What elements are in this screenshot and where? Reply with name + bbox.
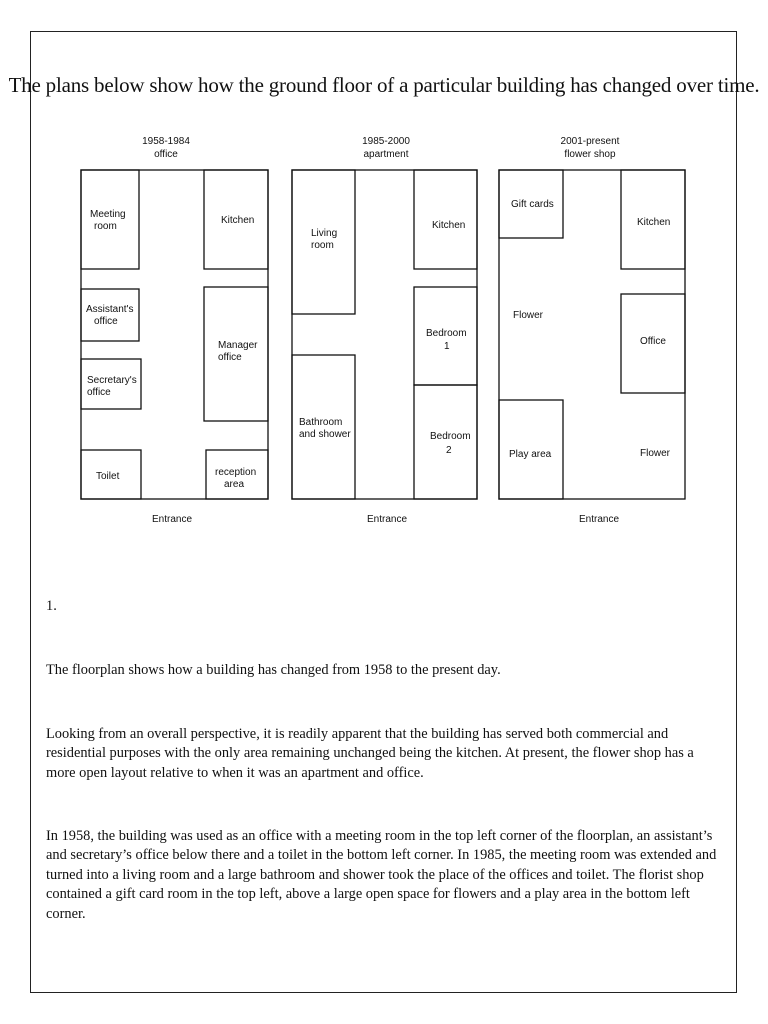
room-label: Meeting room xyxy=(90,209,126,232)
essay-paragraph-2: Looking from an overall perspective, it is readily apparent that the building has served both commercial and residential purposes with the only area remaining unchanged being the kitchen. At present, the flower shop has a more open layout relative to when it was an apartment and office. xyxy=(46,726,694,781)
room-label: Flower xyxy=(640,448,671,459)
plan-period: 1958-1984 xyxy=(142,136,190,147)
room-label: Bedroom 1 xyxy=(426,328,467,352)
room-label: Play area xyxy=(509,449,552,460)
room-bedroom-2 xyxy=(414,385,477,499)
room-label: Assistant's office xyxy=(86,304,134,327)
plan-office xyxy=(81,136,268,525)
room-label: Kitchen xyxy=(637,217,671,228)
plan-flower-shop xyxy=(499,136,685,525)
essay-number: 1. xyxy=(46,598,57,614)
room-label: Kitchen xyxy=(221,215,255,226)
room-label: Secretary's office xyxy=(87,375,137,398)
room-label: reception area xyxy=(215,467,257,490)
plan-period: 2001-present xyxy=(560,136,620,147)
plan-use: apartment xyxy=(363,149,409,160)
plan-apartment xyxy=(292,136,477,525)
room-label: Living room xyxy=(311,228,338,251)
essay-paragraph-1: The floorplan shows how a building has changed from 1958 to the present day. xyxy=(46,662,501,678)
entrance-label: Entrance xyxy=(151,514,193,525)
room-assistant-office xyxy=(81,289,139,341)
room-label: Toilet xyxy=(96,471,120,482)
room-label: Bedroom 2 xyxy=(430,431,471,456)
room-label: Gift cards xyxy=(511,199,554,210)
plan-use: flower shop xyxy=(564,149,616,160)
plan-period: 1985-2000 xyxy=(362,136,410,147)
entrance-label: Entrance xyxy=(578,514,620,525)
page-title: The plans below show how the ground floor of a particular building has changed over time. xyxy=(8,73,760,97)
room-label: Kitchen xyxy=(432,220,466,231)
room-label: Bathroom and shower xyxy=(299,417,351,440)
entrance-label: Entrance xyxy=(366,514,408,525)
room-label: Flower xyxy=(513,310,544,321)
room-label: Office xyxy=(640,336,666,347)
essay-paragraph-3: In 1958, the building was used as an office with a meeting room in the top left corner of the floorplan, an assistant’s and secretary’s office below there and a toilet in the bottom left corner. In 1985, the meeting room was extended and turned into a living room and a large bathroom and shower took the place of the offices and toilet. The florist shop contained a gift card room in the top left, above a large open space for flowers and a play area in the bottom left corner. xyxy=(46,828,717,922)
room-label: Manager office xyxy=(218,340,258,363)
plan-use: office xyxy=(154,149,178,160)
